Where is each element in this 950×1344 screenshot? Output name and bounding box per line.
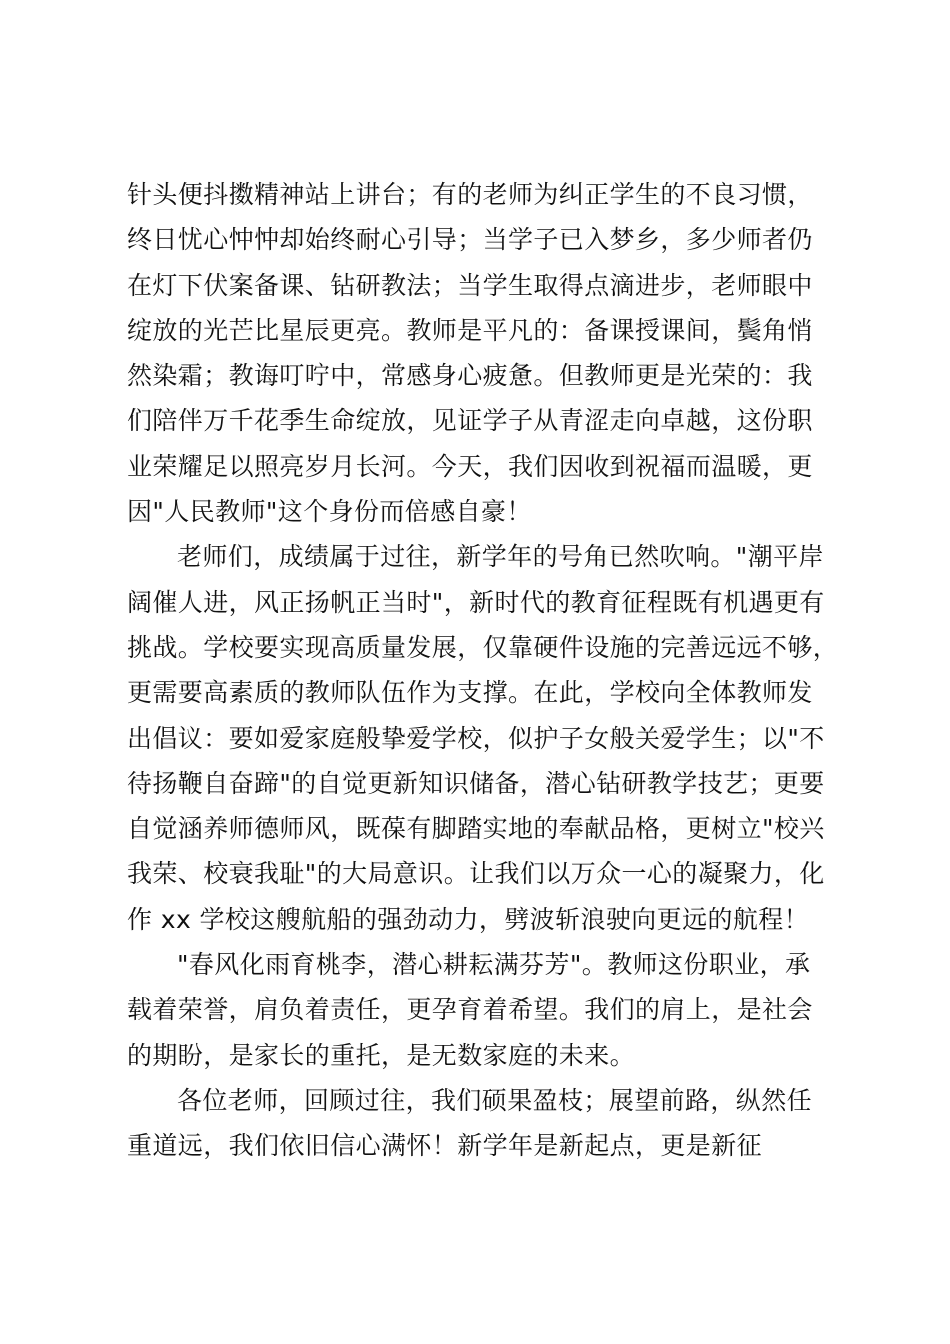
text-line: 业荣耀足以照亮岁月长河。今天，我们因收到祝福而温暖，更 xyxy=(127,451,813,481)
paragraph-first-line: 各位老师，回顾过往，我们硕果盈枝；展望前路，纵然任 xyxy=(177,1085,813,1115)
text-line: 出倡议：要如爱家庭般挚爱学校，似护子女般关爱学生；以"不 xyxy=(127,723,825,753)
text-line: 自觉涵养师德师风，既葆有脚踏实地的奉献品格，更树立"校兴 xyxy=(127,814,825,844)
text-line: 终日忧心忡忡却始终耐心引导；当学子已入梦乡，多少师者仍 xyxy=(127,225,813,255)
text-line: 待扬鞭自奋蹄"的自觉更新知识储备，潜心钻研教学技艺；更要 xyxy=(127,768,825,798)
text-line: 然染霜；教诲叮咛中，常感身心疲惫。但教师更是光荣的：我 xyxy=(127,361,813,391)
text-line: 因"人民教师"这个身份而倍感自豪！ xyxy=(127,497,532,527)
text-line: 阔催人进，风正扬帆正当时"，新时代的教育征程既有机遇更有 xyxy=(127,587,825,617)
text-line: 作 xx 学校这艘航船的强劲动力，劈波斩浪驶向更远的航程！ xyxy=(127,904,810,934)
body-text xyxy=(127,172,839,1169)
text-line: 们陪伴万千花季生命绽放，见证学子从青涩走向卓越，这份职 xyxy=(127,406,813,436)
text-line: 绽放的光芒比星辰更亮。教师是平凡的：备课授课间，鬓角悄 xyxy=(127,315,813,345)
paragraph-first-line: "春风化雨育桃李，潜心耕耘满芬芳"。教师这份职业，承 xyxy=(177,950,811,980)
paragraph-first-line: 老师们，成绩属于过往，新学年的号角已然吹响。"潮平岸 xyxy=(177,542,824,572)
text-line: 挑战。学校要实现高质量发展，仅靠硬件设施的完善远远不够， xyxy=(127,632,839,662)
text-line: 更需要高素质的教师队伍作为支撑。在此，学校向全体教师发 xyxy=(127,678,813,708)
text-line: 我荣、校衰我耻"的大局意识。让我们以万众一心的凝聚力，化 xyxy=(127,859,825,889)
text-line: 的期盼，是家长的重托，是无数家庭的未来。 xyxy=(127,1040,636,1070)
text-line: 载着荣誉，肩负着责任，更孕育着希望。我们的肩上，是社会 xyxy=(127,995,813,1025)
text-line: 重道远，我们依旧信心满怀！新学年是新起点，更是新征 xyxy=(127,1131,763,1161)
text-line: 在灯下伏案备课、钻研教法；当学生取得点滴进步，老师眼中 xyxy=(127,270,813,300)
text-line: 针头便抖擞精神站上讲台；有的老师为纠正学生的不良习惯， xyxy=(127,180,813,209)
